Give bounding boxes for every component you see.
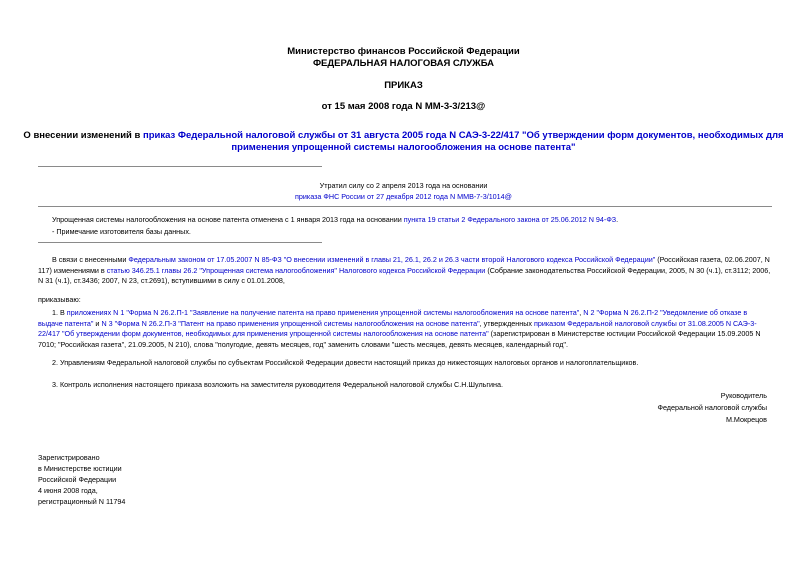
item1-text-1: 1. В (52, 308, 67, 317)
signature-organization: Федеральной налоговой службы (657, 403, 767, 412)
title-amended-order-link[interactable]: приказ Федеральной налоговой службы от 31 августа 2005 года N САЭ-3-22/417 "Об утверждении форм документов, необходимых для применения упрощенной системы налогообложения на основе патента" (143, 130, 784, 153)
producer-note (52, 215, 772, 226)
signature-block (658, 390, 768, 426)
divider-1 (38, 166, 322, 167)
order-word: приказываю: (38, 295, 81, 304)
appendix-1-link[interactable]: приложениях N 1 "Форма N 26.2.П-1 "Заявление на получение патента на право применения упрощенной системы налогообложения на основе патента" (66, 308, 580, 317)
note-text-end: . (616, 215, 619, 224)
item1-text-3: и (93, 318, 102, 328)
note-federal-law-link[interactable]: пункта 19 статьи 2 Федерального закона от 25.06.2012 N 94-ФЗ (403, 215, 617, 224)
registration-line-1: Зарегистрировано (38, 453, 100, 462)
document-date-number: от 15 мая 2008 года N ММ-3-3/213@ (321, 101, 486, 112)
federal-law-85-link[interactable]: Федеральным законом от 17.05.2007 N 85-ФЗ "О внесении изменений в главы 21, 26.1, 26.2 и 26.3 части второй Налогового кодекса Российской Федерации" (128, 255, 656, 264)
preamble-text-3: (Собрание законодательства Российской Федерации, 2005, N 30 (ч.1), ст.3112; 2006, N 31 (ч.1), ст.3436; 2007, N 23, ст.2691), вступившими в силу с 01.01.2008, (38, 265, 771, 285)
item1-text-5: (зарегистрирован в Министерстве юстиции Российской Федерации 15.09.2005 N 7010; "Российская газета", 21.09.2005, N 210), слова "полугодие, девять месяцев, год" заменить словами "шесть месяцев, девять месяцев, календарный год". (38, 329, 761, 349)
divider-2 (38, 206, 772, 207)
producer-note-signature: - Примечание изготовителя базы данных. (52, 227, 191, 236)
appendix-3-link[interactable]: N 3 "Форма N 26.2.П-3 "Патент на право применения упрощенной системы налогообложения на основе патента" (101, 318, 480, 328)
item1-text-2: , (579, 308, 584, 317)
signature-position: Руководитель (720, 391, 767, 400)
title-prefix: О внесении изменений в (23, 130, 144, 141)
signature-name: М.Мокрецов (725, 415, 767, 424)
expiry-order-link[interactable]: приказа ФНС России от 27 декабря 2012 года N ММВ-7-3/1014@ (295, 192, 512, 201)
document-title (20, 130, 787, 154)
ministry-name: Министерство финансов Российской Федерации (287, 46, 520, 57)
appendix-2-link[interactable]: N 2 "Форма N 26.2.П-2 "Уведомление об отказе в выдаче патента" (38, 308, 748, 328)
preamble-text-2: (Российская газета, 02.06.2007, N 117) изменениями в (38, 255, 770, 275)
registration-line-2: в Министерстве юстиции (38, 464, 122, 473)
divider-3 (38, 242, 322, 243)
item1-text-4: , утвержденных (479, 318, 534, 328)
order-item-1 (38, 308, 773, 350)
fns-order-417-link[interactable]: приказом Федеральной налоговой службы от 31.08.2005 N САЭ-3-22/417 "Об утверждении форм документов, необходимых для применения упрощенной системы налогообложения на основе патента" (38, 318, 757, 338)
expiry-note-line1: Утратил силу со 2 апреля 2013 года на основании (319, 181, 488, 190)
note-text: Упрощенная системы налогообложения на основе патента отменена с 1 января 2013 года на основании (52, 215, 404, 224)
registration-block (38, 452, 125, 507)
order-item-2: 2. Управлениям Федеральной налоговой службы по субъектам Российской Федерации довести настоящий приказ до нижестоящих налоговых органов и налогоплательщиков. (52, 358, 639, 367)
service-name: ФЕДЕРАЛЬНАЯ НАЛОГОВАЯ СЛУЖБА (312, 58, 495, 69)
registration-line-5: регистрационный N 11794 (38, 497, 126, 506)
preamble-text-1: В связи с внесенными (52, 255, 129, 264)
registration-line-3: Российской Федерации (38, 475, 117, 484)
document-type: ПРИКАЗ (384, 80, 423, 91)
tax-code-article-link[interactable]: статью 346.25.1 главы 26.2 "Упрощенная система налогообложения" Налогового кодекса Российской Федерации (106, 265, 486, 275)
preamble (38, 255, 773, 287)
order-item-3: 3. Контроль исполнения настоящего приказа возложить на заместителя руководителя Федеральной налоговой службы С.Н.Шульгина. (52, 380, 503, 389)
registration-line-4: 4 июня 2008 года, (38, 486, 98, 495)
